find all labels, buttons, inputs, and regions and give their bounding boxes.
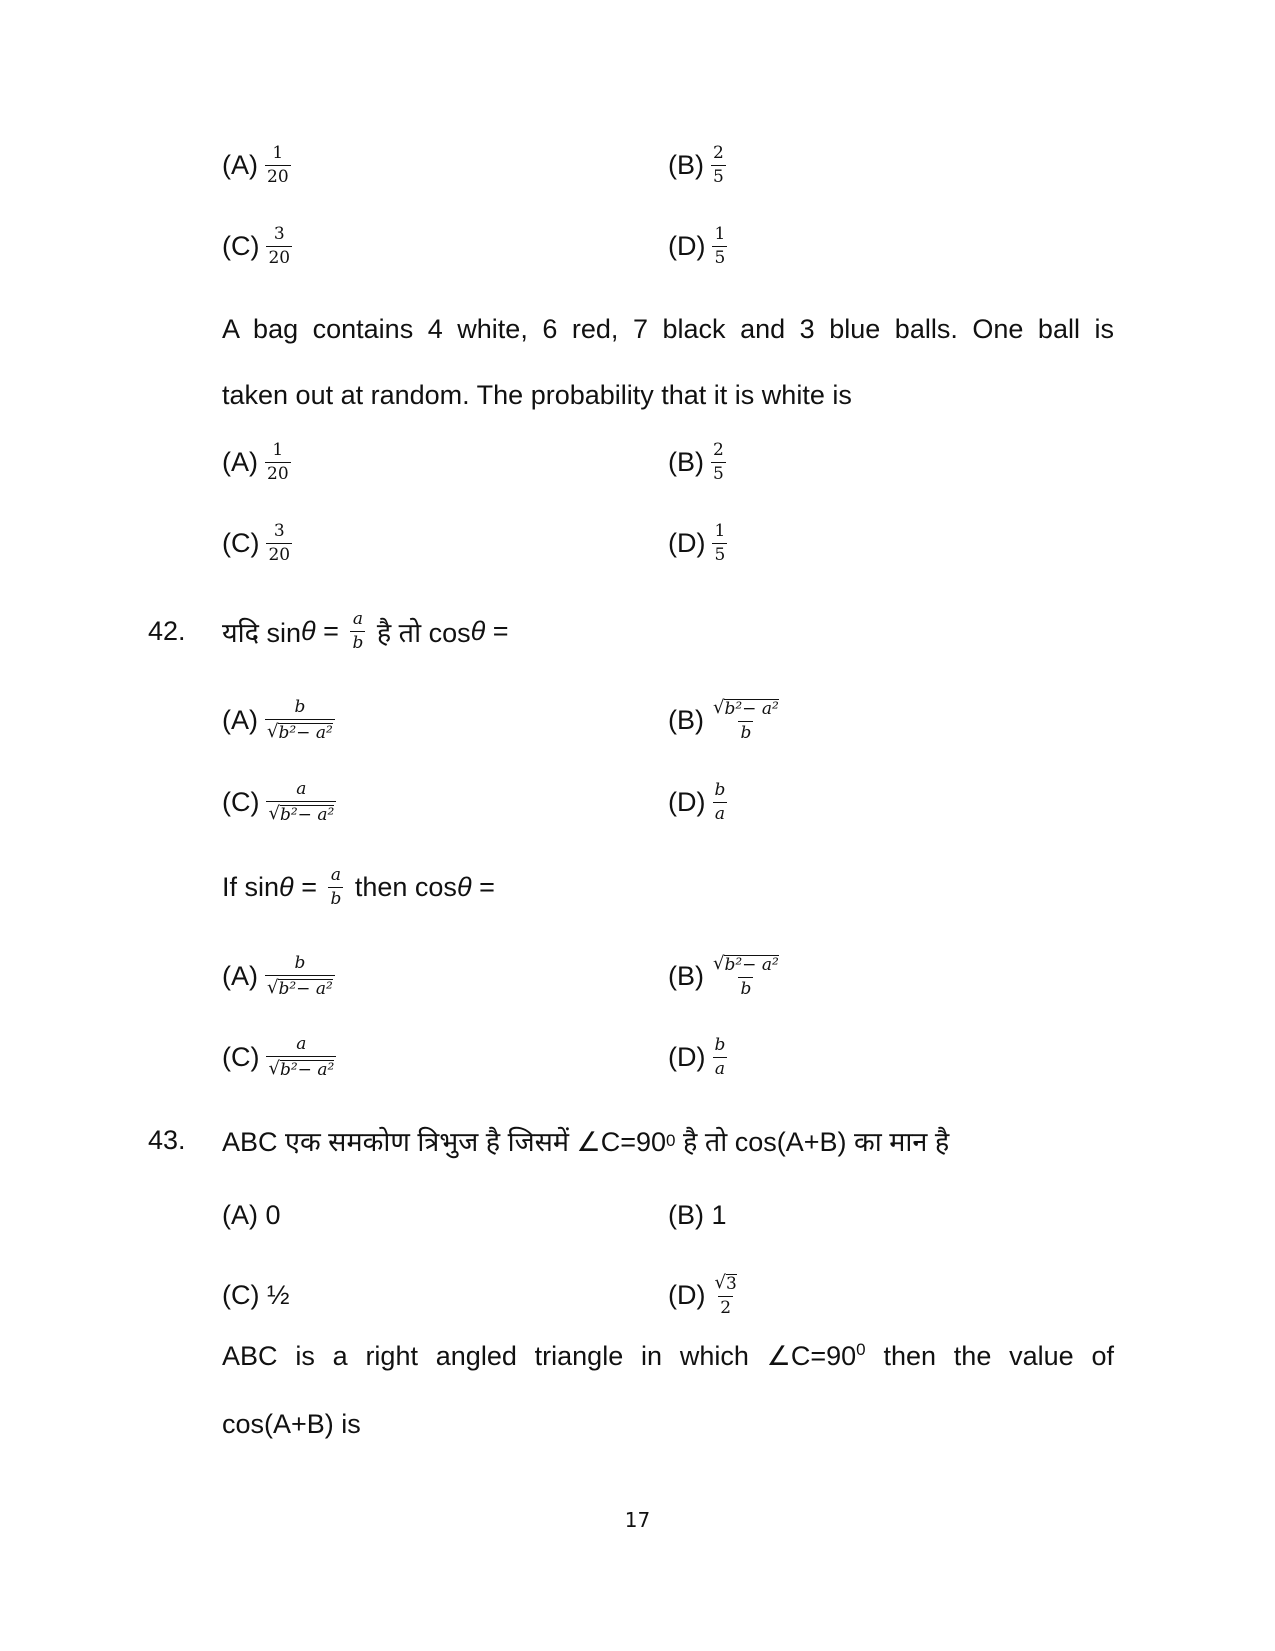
option-row (0, 135, 1275, 195)
numerator: a (352, 608, 363, 629)
question-number: 43. (148, 1125, 186, 1155)
denominator: b (740, 722, 752, 743)
option-b (668, 690, 781, 750)
option-a (222, 946, 335, 1006)
denominator: 5 (713, 463, 724, 484)
theta-symbol: θ (301, 615, 316, 646)
option-d (668, 513, 727, 573)
option-label: (D) (668, 1279, 706, 1310)
question-number: 42. (148, 616, 186, 646)
text: = (315, 615, 347, 646)
text: = (471, 871, 495, 902)
option-row (0, 946, 1275, 1006)
option-c (222, 1027, 336, 1087)
denominator: 20 (268, 247, 291, 268)
option-label: (D) (668, 527, 706, 558)
option-b (668, 1185, 727, 1245)
option-row (0, 216, 1275, 276)
numerator: 1 (272, 439, 284, 460)
option-label: (B) (668, 704, 704, 735)
option-c (222, 1265, 290, 1325)
option-label: (D) (668, 786, 706, 817)
numerator: 2 (713, 439, 724, 460)
fraction (712, 1271, 738, 1318)
option-label: (C) (222, 230, 260, 261)
text: then cos (347, 871, 457, 902)
fraction (350, 608, 365, 653)
theta-symbol: θ (470, 615, 486, 646)
denominator (266, 1056, 336, 1079)
numerator: 1 (714, 223, 726, 244)
denominator: a (714, 1058, 725, 1079)
option-b (668, 432, 726, 492)
option-label: (A) (222, 960, 258, 991)
denominator (265, 975, 335, 998)
superscript: 0 (666, 1130, 676, 1150)
question-text-line: cos(A+B) is (222, 1409, 361, 1439)
option-c (222, 216, 292, 276)
radicand: b²− a² (278, 978, 333, 999)
question-text-hindi (222, 1122, 949, 1159)
fraction (712, 520, 727, 565)
numerator: b (714, 1034, 726, 1055)
denominator: 5 (714, 247, 726, 268)
square-root: √ b²− a² (268, 802, 335, 825)
square-root: √ b²− a² (713, 696, 779, 719)
numerator: b (714, 779, 726, 800)
denominator: b (352, 632, 364, 653)
theta-symbol: θ (279, 871, 294, 902)
denominator: 5 (713, 166, 724, 187)
numerator: a (296, 778, 307, 799)
denominator: 2 (720, 1297, 732, 1318)
fraction (266, 223, 292, 268)
fraction (711, 142, 726, 187)
option-label: (A) (222, 704, 258, 735)
numerator: 3 (273, 520, 285, 541)
option-row (0, 513, 1275, 573)
square-root: √ b²− a² (267, 720, 333, 743)
denominator: a (714, 803, 725, 824)
numerator: 1 (714, 520, 726, 541)
numerator (711, 952, 781, 977)
option-d (668, 1027, 727, 1087)
fraction (265, 952, 335, 999)
square-root: √ 3 (714, 1271, 737, 1294)
denominator: 20 (267, 166, 289, 187)
question-text-english (222, 856, 495, 918)
option-row (0, 1265, 1275, 1325)
fraction (712, 779, 727, 824)
radicand: b²− a² (278, 722, 333, 743)
option-a (222, 135, 291, 195)
option-a (222, 1185, 281, 1245)
denominator (265, 719, 335, 742)
text: ABC is a right angled triangle in which ∠C=90 (222, 1341, 857, 1371)
text: ABC एक समकोण त्रिभुज है जिसमें ∠C=90 (222, 1127, 667, 1157)
option-d (668, 1265, 739, 1325)
option-label: (C) (222, 527, 260, 558)
page-number: 17 (624, 1508, 651, 1532)
question-text-line: taken out at random. The probability that it is white is (222, 380, 852, 410)
text: = (293, 871, 325, 902)
fraction (711, 952, 781, 999)
option-d (668, 216, 727, 276)
option-b (668, 946, 781, 1006)
option-c (222, 513, 292, 573)
option-a (222, 432, 291, 492)
option-label: (D) (668, 230, 706, 261)
square-root: √ b²− a² (267, 976, 333, 999)
radicand: b²− a² (279, 804, 335, 825)
numerator: a (296, 1033, 307, 1054)
option-label: (B) (668, 960, 704, 991)
option-label: (A) 0 (222, 1199, 281, 1230)
question-text-hindi (222, 600, 509, 662)
numerator (712, 1271, 738, 1296)
option-label: (A) (222, 149, 258, 180)
option-row (0, 772, 1275, 832)
option-label: (C) ½ (222, 1279, 290, 1310)
radicand: b²− a² (724, 954, 779, 975)
question-text-line (222, 1340, 1114, 1372)
superscript: 0 (856, 1340, 866, 1359)
option-row (0, 1027, 1275, 1087)
fraction (711, 696, 781, 743)
option-label: (A) (222, 446, 258, 477)
text: then the value of (865, 1341, 1115, 1371)
option-label: (B) 1 (668, 1199, 727, 1230)
option-row (0, 690, 1275, 750)
text: If sin (222, 871, 280, 902)
square-root: √ b²− a² (713, 952, 779, 975)
numerator: b (294, 696, 306, 717)
fraction (712, 1034, 727, 1079)
radicand: 3 (725, 1273, 737, 1294)
denominator (266, 801, 336, 824)
text: यदि sin (222, 617, 302, 648)
numerator: 1 (272, 142, 284, 163)
numerator (711, 696, 781, 721)
fraction (711, 439, 726, 484)
numerator: b (294, 952, 306, 973)
numerator: 3 (273, 223, 285, 244)
option-label: (C) (222, 786, 260, 817)
fraction (266, 520, 292, 565)
text: = (485, 615, 509, 646)
question-text-line: A bag contains 4 white, 6 red, 7 black and 3 blue balls. One ball is (222, 314, 1114, 344)
denominator: b (330, 888, 342, 909)
denominator: b (740, 978, 752, 999)
option-d (668, 772, 727, 832)
option-a (222, 690, 335, 750)
option-label: (D) (668, 1041, 706, 1072)
text: है तो cos(A+B) का मान है (675, 1127, 950, 1157)
text: है तो cos (369, 617, 471, 648)
option-row (0, 1185, 1275, 1245)
option-label: (C) (222, 1041, 260, 1072)
option-row (0, 432, 1275, 492)
radicand: b²− a² (279, 1059, 335, 1080)
fraction (266, 1033, 336, 1080)
fraction (265, 439, 291, 484)
fraction (265, 142, 291, 187)
fraction (328, 864, 343, 909)
option-label: (B) (668, 446, 704, 477)
denominator: 20 (268, 544, 291, 565)
theta-symbol: θ (456, 871, 472, 902)
square-root: √ b²− a² (268, 1057, 335, 1080)
denominator: 5 (714, 544, 726, 565)
fraction (712, 223, 727, 268)
fraction (265, 696, 335, 743)
fraction (266, 778, 336, 825)
numerator: 2 (713, 142, 724, 163)
option-c (222, 772, 336, 832)
denominator: 20 (267, 463, 289, 484)
option-label: (B) (668, 149, 704, 180)
radicand: b²− a² (724, 698, 779, 719)
numerator: a (330, 864, 341, 885)
option-b (668, 135, 726, 195)
